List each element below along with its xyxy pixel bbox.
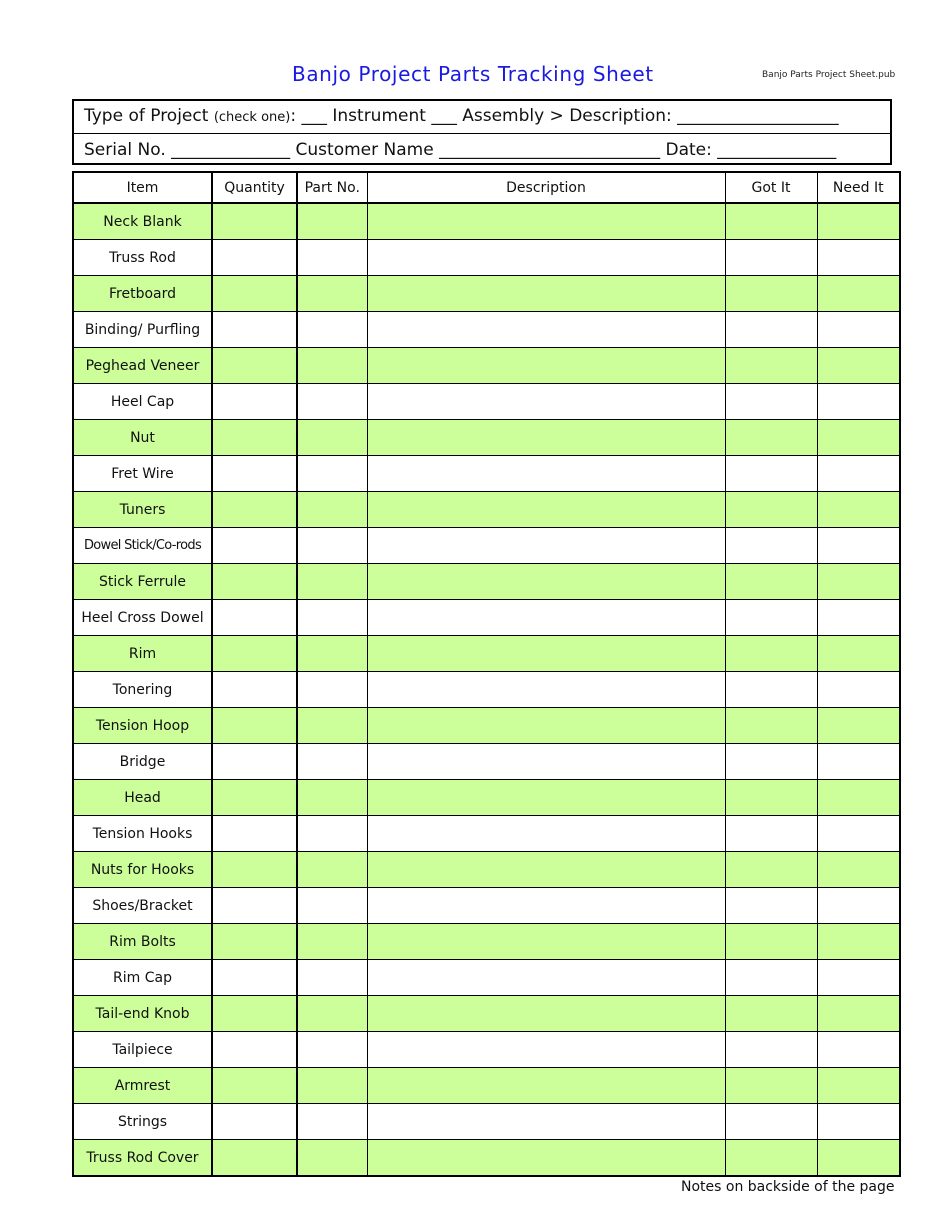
need-it-cell[interactable]: [817, 276, 900, 312]
got-it-cell[interactable]: [725, 816, 817, 852]
table-row: [73, 564, 900, 600]
column-header-got-it: Got It: [725, 172, 817, 203]
part-no-cell[interactable]: [297, 240, 367, 276]
need-it-cell[interactable]: [817, 203, 900, 240]
part-no-cell[interactable]: [297, 1104, 367, 1140]
part-no-cell[interactable]: [297, 816, 367, 852]
item-name-cell: Nuts for Hooks: [73, 852, 212, 888]
table-row: [73, 1104, 900, 1140]
quantity-cell[interactable]: [212, 636, 297, 672]
description-cell[interactable]: [367, 924, 725, 960]
column-header-quantity: Quantity: [212, 172, 297, 203]
item-name-cell: Neck Blank: [73, 203, 212, 240]
quantity-cell[interactable]: [212, 960, 297, 996]
table-row: [73, 1032, 900, 1068]
item-name-cell: Head: [73, 780, 212, 816]
table-row: [73, 600, 900, 636]
quantity-cell[interactable]: [212, 852, 297, 888]
project-type-label: Type of Project: [84, 106, 209, 126]
description-cell[interactable]: [367, 708, 725, 744]
description-cell[interactable]: [367, 780, 725, 816]
table-row: [73, 780, 900, 816]
item-name-cell: Tail-end Knob: [73, 996, 212, 1032]
item-name-cell: Fret Wire: [73, 456, 212, 492]
part-no-cell[interactable]: [297, 384, 367, 420]
quantity-cell[interactable]: [212, 1140, 297, 1177]
description-cell[interactable]: [367, 636, 725, 672]
check-one-note: (check one): [213, 110, 291, 125]
quantity-cell[interactable]: [212, 276, 297, 312]
quantity-cell[interactable]: [212, 672, 297, 708]
quantity-cell[interactable]: [212, 1104, 297, 1140]
description-cell[interactable]: [367, 744, 725, 780]
need-it-cell[interactable]: [817, 492, 900, 528]
got-it-cell[interactable]: [725, 888, 817, 924]
need-it-cell[interactable]: [817, 420, 900, 456]
part-no-cell[interactable]: [297, 564, 367, 600]
got-it-cell[interactable]: [725, 744, 817, 780]
part-no-cell[interactable]: [297, 528, 367, 564]
got-it-cell[interactable]: [725, 312, 817, 348]
description-cell[interactable]: [367, 1140, 725, 1177]
description-cell[interactable]: [367, 528, 725, 564]
item-name-cell: Fretboard: [73, 276, 212, 312]
description-cell[interactable]: [367, 276, 725, 312]
table-row: [73, 384, 900, 420]
table-row: [73, 456, 900, 492]
quantity-cell[interactable]: [212, 240, 297, 276]
item-name-cell: Shoes/Bracket: [73, 888, 212, 924]
quantity-cell[interactable]: [212, 888, 297, 924]
footnote: Notes on backside of the page: [681, 1179, 895, 1195]
description-cell[interactable]: [367, 240, 725, 276]
item-name-cell: Nut: [73, 420, 212, 456]
need-it-cell[interactable]: [817, 924, 900, 960]
table-row: [73, 1068, 900, 1104]
column-header-item: Item: [73, 172, 212, 203]
part-no-cell[interactable]: [297, 456, 367, 492]
quantity-cell[interactable]: [212, 528, 297, 564]
got-it-cell[interactable]: [725, 203, 817, 240]
got-it-cell[interactable]: [725, 1032, 817, 1068]
file-name: Banjo Parts Project Sheet.pub: [762, 70, 896, 80]
need-it-cell[interactable]: [817, 636, 900, 672]
table-row: [73, 636, 900, 672]
part-no-cell[interactable]: [297, 312, 367, 348]
column-header-part-no: Part No.: [297, 172, 367, 203]
description-cell[interactable]: [367, 492, 725, 528]
project-info-box: [72, 99, 892, 165]
item-name-cell: Truss Rod: [73, 240, 212, 276]
item-name-cell: Rim: [73, 636, 212, 672]
got-it-cell[interactable]: [725, 852, 817, 888]
quantity-cell[interactable]: [212, 384, 297, 420]
need-it-cell[interactable]: [817, 888, 900, 924]
quantity-cell[interactable]: [212, 708, 297, 744]
got-it-cell[interactable]: [725, 276, 817, 312]
need-it-cell[interactable]: [817, 780, 900, 816]
part-no-cell[interactable]: [297, 636, 367, 672]
item-name-cell: Tailpiece: [73, 1032, 212, 1068]
table-row: [73, 708, 900, 744]
need-it-cell[interactable]: [817, 1068, 900, 1104]
table-row: [73, 203, 900, 240]
serial-customer-date-line: Serial No. ______________ Customer Name __________________________ Date: ______________: [84, 140, 837, 160]
item-name-cell: Stick Ferrule: [73, 564, 212, 600]
need-it-cell[interactable]: [817, 672, 900, 708]
item-name-cell: Binding/ Purfling: [73, 312, 212, 348]
table-row: [73, 672, 900, 708]
quantity-cell[interactable]: [212, 456, 297, 492]
table-row: [73, 816, 900, 852]
table-row: [73, 420, 900, 456]
quantity-cell[interactable]: [212, 924, 297, 960]
part-no-cell[interactable]: [297, 203, 367, 240]
part-no-cell[interactable]: [297, 492, 367, 528]
quantity-cell[interactable]: [212, 312, 297, 348]
quantity-cell[interactable]: [212, 780, 297, 816]
table-row: [73, 996, 900, 1032]
part-no-cell[interactable]: [297, 888, 367, 924]
item-name-cell: Heel Cross Dowel: [73, 600, 212, 636]
need-it-cell[interactable]: [817, 996, 900, 1032]
table-row: [73, 960, 900, 996]
part-no-cell[interactable]: [297, 780, 367, 816]
quantity-cell[interactable]: [212, 744, 297, 780]
item-name-cell: Tonering: [73, 672, 212, 708]
item-name-cell: Rim Cap: [73, 960, 212, 996]
part-no-cell[interactable]: [297, 600, 367, 636]
table-row: [73, 1140, 900, 1177]
description-cell[interactable]: [367, 996, 725, 1032]
quantity-cell[interactable]: [212, 348, 297, 384]
part-no-cell[interactable]: [297, 852, 367, 888]
got-it-cell[interactable]: [725, 348, 817, 384]
project-type-fields: : ___ Instrument ___ Assembly > Description: ___________________: [290, 106, 839, 126]
quantity-cell[interactable]: [212, 1068, 297, 1104]
item-name-cell: Bridge: [73, 744, 212, 780]
need-it-cell[interactable]: [817, 528, 900, 564]
part-no-cell[interactable]: [297, 924, 367, 960]
got-it-cell[interactable]: [725, 492, 817, 528]
table-row: [73, 744, 900, 780]
part-no-cell[interactable]: [297, 672, 367, 708]
part-no-cell[interactable]: [297, 276, 367, 312]
got-it-cell[interactable]: [725, 1068, 817, 1104]
description-cell[interactable]: [367, 312, 725, 348]
got-it-cell[interactable]: [725, 672, 817, 708]
got-it-cell[interactable]: [725, 528, 817, 564]
quantity-cell[interactable]: [212, 816, 297, 852]
item-name-cell: Armrest: [73, 1068, 212, 1104]
description-cell[interactable]: [367, 816, 725, 852]
table-row: [73, 312, 900, 348]
part-no-cell[interactable]: [297, 1032, 367, 1068]
column-header-description: Description: [367, 172, 725, 203]
quantity-cell[interactable]: [212, 564, 297, 600]
need-it-cell[interactable]: [817, 312, 900, 348]
item-name-cell: Truss Rod Cover: [73, 1140, 212, 1177]
item-name-cell: Tuners: [73, 492, 212, 528]
description-cell[interactable]: [367, 852, 725, 888]
need-it-cell[interactable]: [817, 384, 900, 420]
part-no-cell[interactable]: [297, 708, 367, 744]
need-it-cell[interactable]: [817, 1140, 900, 1177]
description-cell[interactable]: [367, 888, 725, 924]
quantity-cell[interactable]: [212, 1032, 297, 1068]
got-it-cell[interactable]: [725, 240, 817, 276]
item-name-cell: Dowel Stick/Co-rods: [73, 528, 212, 564]
got-it-cell[interactable]: [725, 564, 817, 600]
quantity-cell[interactable]: [212, 420, 297, 456]
quantity-cell[interactable]: [212, 600, 297, 636]
table-row: [73, 492, 900, 528]
table-row: [73, 924, 900, 960]
quantity-cell[interactable]: [212, 996, 297, 1032]
got-it-cell[interactable]: [725, 780, 817, 816]
description-cell[interactable]: [367, 420, 725, 456]
need-it-cell[interactable]: [817, 348, 900, 384]
item-name-cell: Heel Cap: [73, 384, 212, 420]
got-it-cell[interactable]: [725, 636, 817, 672]
need-it-cell[interactable]: [817, 1104, 900, 1140]
description-cell[interactable]: [367, 672, 725, 708]
table-row: [73, 276, 900, 312]
column-header-need-it: Need It: [817, 172, 900, 203]
got-it-cell[interactable]: [725, 456, 817, 492]
need-it-cell[interactable]: [817, 708, 900, 744]
item-name-cell: Tension Hooks: [73, 816, 212, 852]
description-cell[interactable]: [367, 1068, 725, 1104]
item-name-cell: Rim Bolts: [73, 924, 212, 960]
need-it-cell[interactable]: [817, 564, 900, 600]
table-row: [73, 348, 900, 384]
description-cell[interactable]: [367, 1104, 725, 1140]
item-name-cell: Peghead Veneer: [73, 348, 212, 384]
part-no-cell[interactable]: [297, 1140, 367, 1177]
description-cell[interactable]: [367, 960, 725, 996]
got-it-cell[interactable]: [725, 1104, 817, 1140]
part-no-cell[interactable]: [297, 960, 367, 996]
part-no-cell[interactable]: [297, 996, 367, 1032]
need-it-cell[interactable]: [817, 1032, 900, 1068]
part-no-cell[interactable]: [297, 348, 367, 384]
need-it-cell[interactable]: [817, 852, 900, 888]
got-it-cell[interactable]: [725, 996, 817, 1032]
project-type-line: [84, 106, 839, 126]
table-row: [73, 240, 900, 276]
description-cell[interactable]: [367, 203, 725, 240]
got-it-cell[interactable]: [725, 924, 817, 960]
description-cell[interactable]: [367, 600, 725, 636]
got-it-cell[interactable]: [725, 960, 817, 996]
parts-table: [72, 171, 901, 1177]
got-it-cell[interactable]: [725, 420, 817, 456]
page-title: Banjo Project Parts Tracking Sheet: [292, 62, 654, 86]
table-row: [73, 852, 900, 888]
description-cell[interactable]: [367, 348, 725, 384]
need-it-cell[interactable]: [817, 240, 900, 276]
got-it-cell[interactable]: [725, 600, 817, 636]
header-divider: [74, 133, 890, 134]
table-row: [73, 888, 900, 924]
table-row: [73, 528, 900, 564]
quantity-cell[interactable]: [212, 203, 297, 240]
need-it-cell[interactable]: [817, 816, 900, 852]
got-it-cell[interactable]: [725, 1140, 817, 1177]
part-no-cell[interactable]: [297, 420, 367, 456]
part-no-cell[interactable]: [297, 744, 367, 780]
quantity-cell[interactable]: [212, 492, 297, 528]
description-cell[interactable]: [367, 1032, 725, 1068]
need-it-cell[interactable]: [817, 960, 900, 996]
description-cell[interactable]: [367, 564, 725, 600]
need-it-cell[interactable]: [817, 600, 900, 636]
got-it-cell[interactable]: [725, 384, 817, 420]
table-header-row: [73, 172, 900, 203]
description-cell[interactable]: [367, 456, 725, 492]
item-name-cell: Tension Hoop: [73, 708, 212, 744]
description-cell[interactable]: [367, 384, 725, 420]
need-it-cell[interactable]: [817, 744, 900, 780]
got-it-cell[interactable]: [725, 708, 817, 744]
need-it-cell[interactable]: [817, 456, 900, 492]
item-name-cell: Strings: [73, 1104, 212, 1140]
part-no-cell[interactable]: [297, 1068, 367, 1104]
